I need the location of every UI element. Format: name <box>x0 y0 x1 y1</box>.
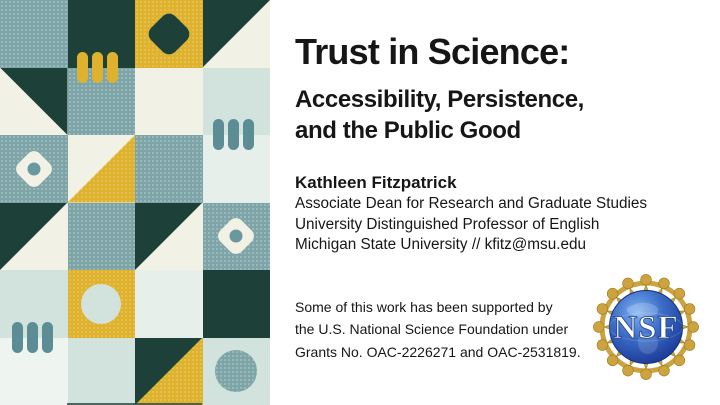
die-dot <box>230 230 243 243</box>
triangle-shape <box>68 135 136 203</box>
triangle-shape <box>203 0 271 68</box>
nsf-logo-text: NSF <box>613 310 679 346</box>
funding-line-3: Grants No. OAC-2226271 and OAC-2531819. <box>295 343 581 360</box>
funding-line-1: Some of this work has been supported by <box>295 299 553 315</box>
triple-bar-glyph-yellow <box>77 52 118 83</box>
triangle-shape <box>0 203 68 271</box>
pattern-tile <box>203 270 271 338</box>
pattern-tile <box>0 135 68 203</box>
triple-bar-glyph-teal <box>213 119 254 150</box>
pattern-tile <box>68 135 136 203</box>
funding-line-2: the U.S. National Science Foundation under <box>295 321 569 338</box>
pattern-tile <box>68 338 136 405</box>
pattern-tile <box>135 0 203 68</box>
slide-title: Trust in Science: <box>295 31 570 72</box>
pattern-tile <box>135 270 203 338</box>
pattern-tile <box>135 203 203 271</box>
pattern-tile <box>0 0 68 68</box>
circle-shape <box>215 350 257 392</box>
pattern-tile <box>68 270 136 338</box>
pattern-tile <box>68 203 136 271</box>
pattern-tile <box>135 135 203 203</box>
pattern-tile <box>203 0 271 68</box>
author-block <box>295 171 647 256</box>
triangle-shape <box>135 203 203 271</box>
pattern-tile <box>203 338 271 405</box>
pattern-tile <box>0 203 68 271</box>
circle-shape <box>81 284 121 324</box>
slide-subtitle <box>295 84 584 146</box>
author-role-1: Associate Dean for Research and Graduate Studies <box>295 195 648 212</box>
triangle-shape <box>0 68 68 136</box>
decorative-pattern <box>0 0 270 405</box>
author-name: Kathleen Fitzpatrick <box>295 173 457 192</box>
die-dot <box>27 162 40 175</box>
pattern-tile <box>135 68 203 136</box>
pattern-tile <box>135 338 203 405</box>
pattern-tile <box>0 68 68 136</box>
diamond-shape <box>145 10 193 58</box>
funding-note <box>295 296 581 363</box>
pattern-tile <box>203 203 271 271</box>
nsf-logo-icon <box>592 273 700 381</box>
triangle-shape <box>135 338 203 405</box>
author-affiliation: Michigan State University // kfitz@msu.edu <box>295 236 586 253</box>
author-role-2: University Distinguished Professor of English <box>295 215 600 233</box>
subtitle-line-2: and the Public Good <box>295 117 521 144</box>
triple-bar-glyph-teal <box>12 322 53 353</box>
subtitle-line-1: Accessibility, Persistence, <box>295 86 584 113</box>
